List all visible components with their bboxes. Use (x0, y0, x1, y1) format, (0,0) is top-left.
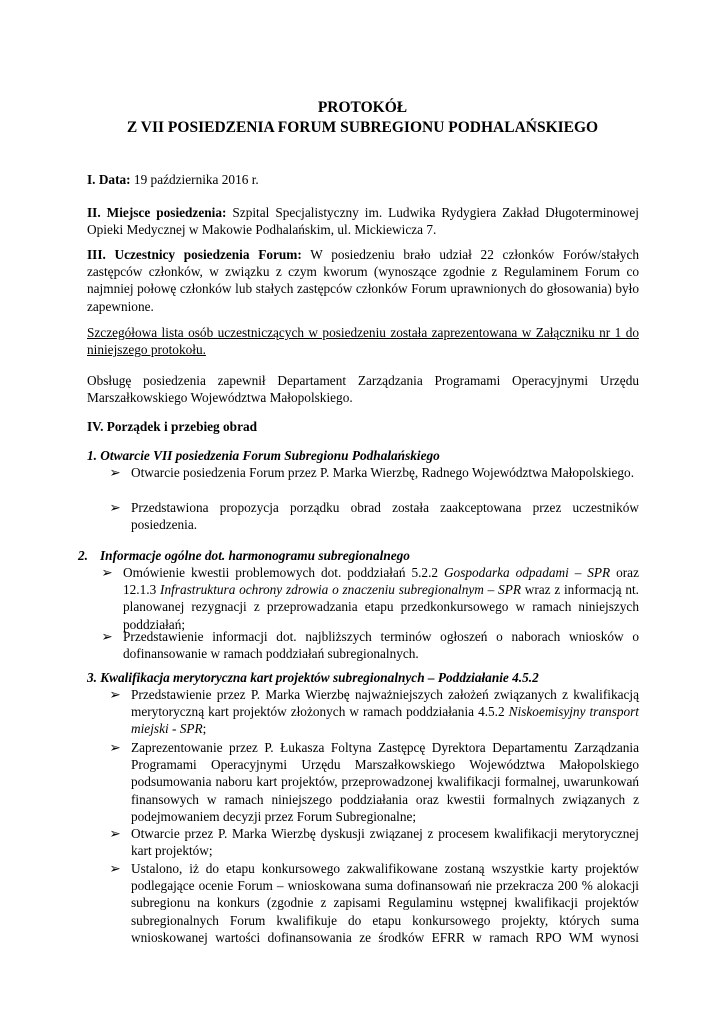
item3-b1-text: Przedstawienie przez P. Marka Wierzbę najważniejszych założeń związanych z kwalifikacją merytoryczną kart projektów złożonych w ramach poddziałania 4.5.2 (131, 687, 639, 720)
item2-b1-italic-1: Gospodarka odpadami – SPR (443, 565, 611, 580)
item2-b1-italic-2: Infrastruktura ochrony zdrowia o znaczeniu subregionalnym – SPR (160, 582, 521, 598)
item2-bullet1 (123, 564, 639, 633)
item2-bullet2: Przedstawienie informacji dot. najbliższych terminów ogłoszeń o naborach wniosków o dofinansowanie w ramach poddziałań subregionalnych. (123, 629, 639, 662)
arrow-bullet-icon: ➢ (109, 826, 121, 841)
service-paragraph: Obsługę posiedzenia zapewnił Departament Zarządzania Programami Operacyjnymi Urzędu Marszałkowskiego Województwa Małopolskiego. (87, 373, 639, 406)
section-date (87, 171, 639, 188)
item3-b1-end: ; (202, 721, 207, 737)
arrow-bullet-icon: ➢ (109, 465, 121, 480)
doc-title: PROTOKÓŁ (317, 99, 408, 116)
item3-bullet1 (131, 686, 639, 738)
item1-heading: 1. Otwarcie VII posiedzenia Forum Subregionu Podhalańskiego (87, 448, 440, 463)
item1-bullet2: Przedstawiona propozycja porządku obrad została zaakceptowana przez uczestników posiedzenia. (131, 500, 639, 533)
date-label: I. Data: (87, 172, 131, 187)
item2-b1-text: Omówienie kwestii problemowych dot. poddziałań 5.2.2 (123, 565, 444, 580)
doc-subtitle: Z VII POSIEDZENIA FORUM SUBREGIONU PODHALAŃSKIEGO (126, 119, 599, 136)
item2-b1-text-3: wraz z informacją nt. planowanej rezygnacji z przeprowadzania etapu przedkonkursowego w ramach niniejszych poddziałań; (123, 582, 640, 632)
place-label: II. Miejsce posiedzenia: (87, 205, 227, 220)
item2-number: 2. (78, 548, 88, 563)
item3-bullet3: Otwarcie przez P. Marka Wierzbę dyskusji związanej z procesem kwalifikacji merytorycznej kart projektów; (131, 826, 639, 859)
section-participants (87, 246, 639, 315)
item3-bullet2: Zaprezentowanie przez P. Łukasza Foltyna Zastępcę Dyrektora Departamentu Zarządzania Programami Operacyjnymi Urzędu Marszałkowskiego Województwa Małopolskiego podsumowania naboru kart projektów, przeprowadzonej kwalifikacji formalnej, uwarunkowań finansowych w ramach niniejszego poddziałania oraz kwestii formalnych związanych z podejmowaniem decyzji przez Forum Subregionalne; (131, 740, 639, 824)
date-value: 19 października 2016 r. (130, 172, 259, 187)
agenda-heading-text: IV. Porządek i przebieg obrad (87, 419, 258, 434)
arrow-bullet-icon: ➢ (109, 861, 121, 876)
item2-heading: Informacje ogólne dot. harmonogramu subregionalnego (100, 548, 410, 563)
participants-list-note: Szczegółowa lista osób uczestniczących w posiedzeniu została zaprezentowana w Załączniku nr 1 do niniejszego protokołu. (87, 325, 639, 358)
place-value: Szpital Specjalistyczny im. Ludwika Rydygiera Zakład Długoterminowej Opieki Medycznej w Makowie Podhalańskim, ul. Mickiewicza 7. (87, 205, 639, 238)
item3-bullet4: Ustalono, iż do etapu konkursowego zakwalifikowane zostaną wszystkie karty projektów podlegające ocenie Forum – wnioskowana suma dofinansowań nie przekracza 200 % alokacji subregionu na konkurs (zgodnie z zapisami Regulaminu wstępnej kwalifikacji projektów subregionalnych Forum kwalifikuje do etapu konkursowego projekty, których suma wnioskowanej wartości dofinansowania ze środków EFRR w ramach RPO WM wynosi (131, 861, 639, 945)
arrow-bullet-icon: ➢ (101, 565, 113, 580)
arrow-bullet-icon: ➢ (109, 740, 121, 755)
item2-b1-text-2: oraz 12.1.3 (123, 565, 639, 598)
arrow-bullet-icon: ➢ (109, 687, 121, 702)
section-place (87, 204, 639, 238)
item3-b1-italic: Niskoemisyjny transport miejski - SPR (131, 704, 639, 737)
participants-label: III. Uczestnicy posiedzenia Forum: (87, 247, 302, 262)
item1-bullet1: Otwarcie posiedzenia Forum przez P. Marka Wierzbę, Radnego Województwa Małopolskiego. (131, 465, 635, 480)
arrow-bullet-icon: ➢ (109, 500, 121, 515)
arrow-bullet-icon: ➢ (101, 629, 113, 644)
item3-heading: 3. Kwalifikacja merytoryczna kart projektów subregionalnych – Poddziałanie 4.5.2 (87, 670, 539, 685)
participants-text: W posiedzeniu brało udział 22 członków Forów/stałych zastępców członków, w związku z czym kworum (wynoszące zgodnie z Regulaminem Forum co najmniej połowę członków lub stałych zastępców członków Forum uprawnionych do głosowania) było zapewnione. (87, 247, 639, 314)
agenda-heading (87, 418, 639, 435)
